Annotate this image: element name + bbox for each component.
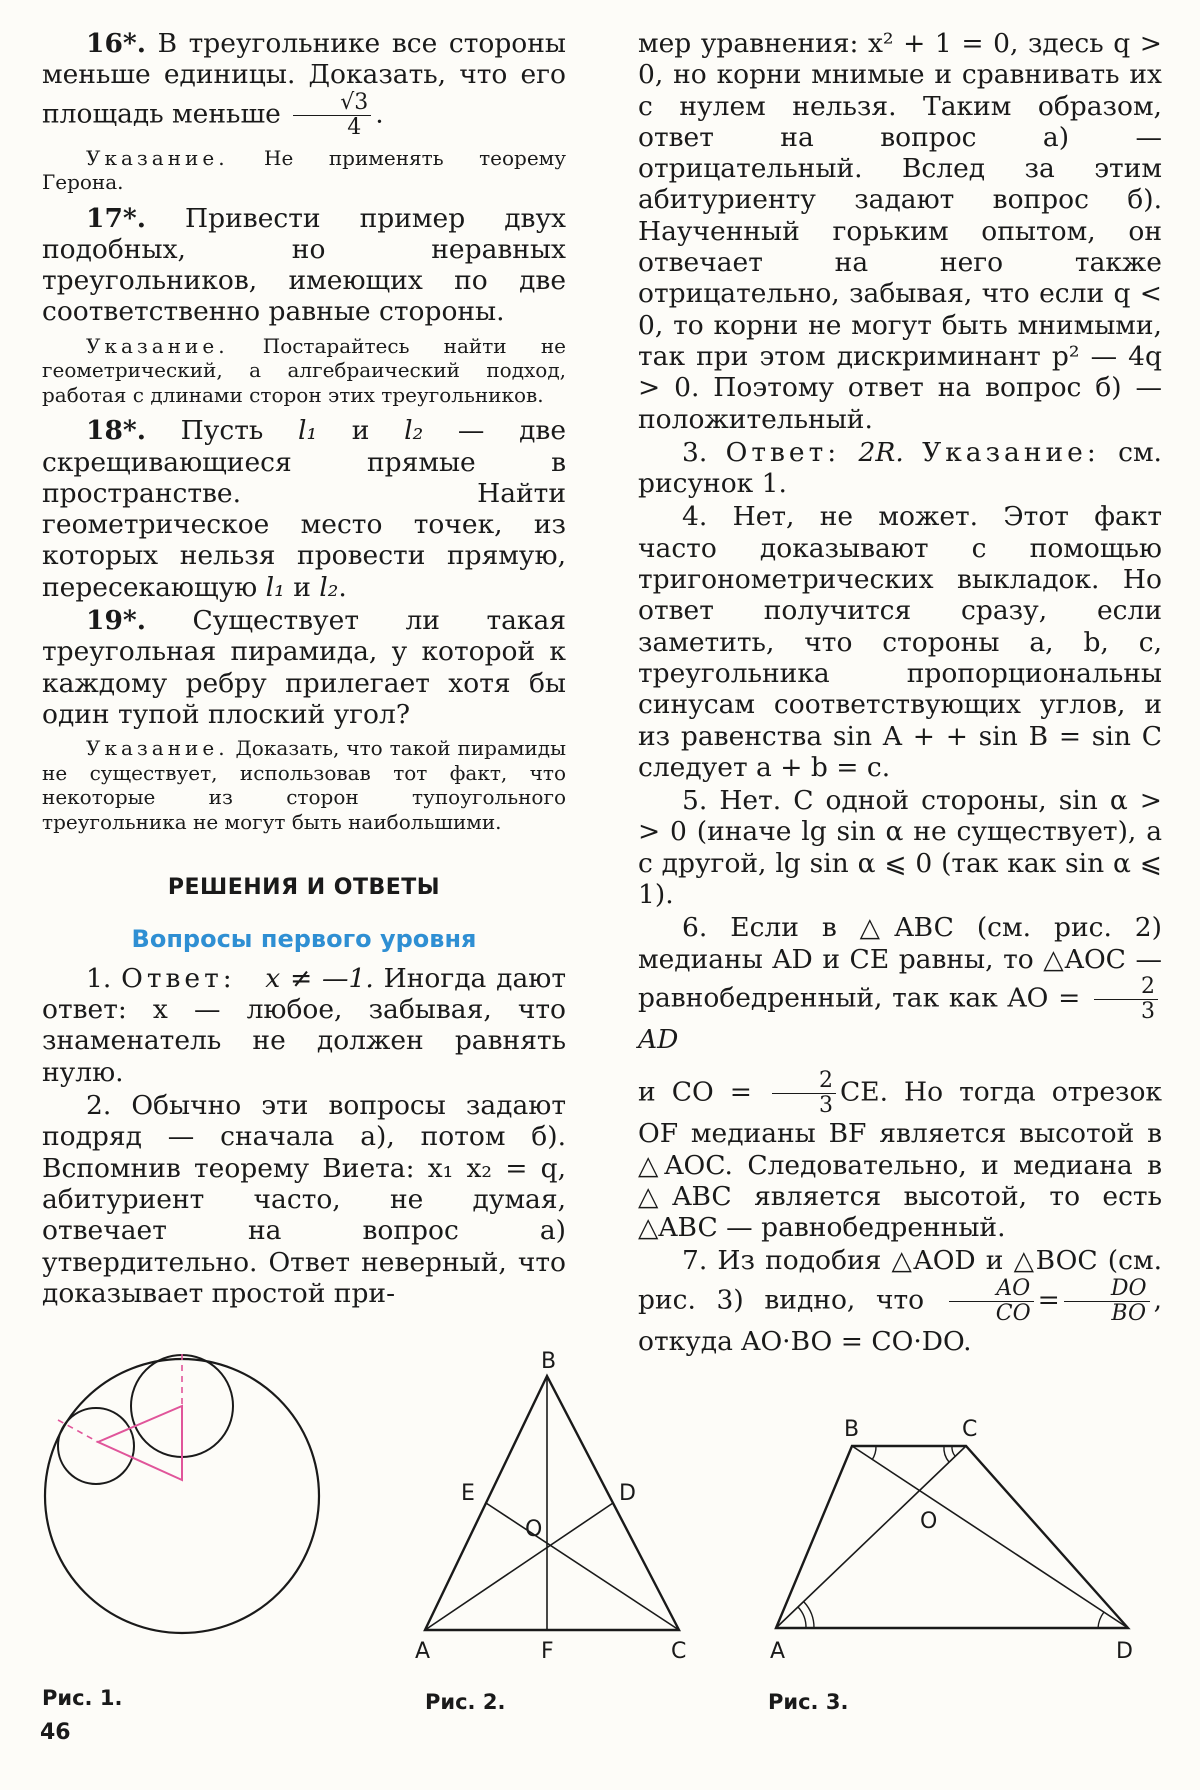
angle-arc-c: [944, 1446, 949, 1462]
fraction-do-bo: $\frac{DO}{BO}$: [1064, 1277, 1150, 1326]
problem-18: 18*. Пусть l₁ и l₂ — две скрещивающиеся прямые в пространстве. Найти геометрическое место точек, из которых нельзя провести прямую, пересекающую l₁ и l₂.: [42, 415, 566, 603]
answer-5: 5. Нет. С одной стороны, sin α > > 0 (иначе lg sin α не существует), а с другой, lg sin α ⩽ 0 (так как sin α ⩽ 1).: [638, 785, 1162, 911]
figure-1-circles: [40, 1350, 340, 1650]
label-b: B: [844, 1417, 860, 1442]
median-ce: [486, 1503, 679, 1630]
label-e: E: [461, 1481, 475, 1506]
figure-2-triangle: [395, 1340, 695, 1670]
problem-19: 19*. Существует ли такая треугольная пирамида, у которой к каждому ребру прилегает хотя бы один тупой плоский угол?: [42, 605, 566, 730]
hint-17: Указание. Постарайтесь найти не геометрический, а алгебраический подход, работая с длинами сторон этих треугольников.: [42, 333, 566, 407]
answer-6: 6. Если в △ABC (см. рис. 2) медианы AD и CE равны, то △AOC — равнобедренный, так как AO = $\frac{2}{3}$ AD и CO = $\frac{2}{3}$ CE. Но тогда отрезок OF медианы BF является высотой в △AOC. Следовательно, и медиана в △ABC является высотой, то есть △ABC — равнобедренный.: [638, 912, 1162, 1244]
hint-16: Указание. Не применять теорему Герона.: [42, 145, 566, 195]
answer-3: 3. Ответ: 2R. Указание: см. рисунок 1.: [638, 436, 1162, 500]
answer-2-continued: мер уравнения: x² + 1 = 0, здесь q > 0, но корни мнимые и сравнивать их с нулем нельзя. Таким образом, ответ на вопрос а) — отрицательный. Вслед за этим абитуриенту задают вопрос б). Наученный горьким опытом, он отвечает на него также отрицательно, забывая, что если q < 0, то корни не могут быть мнимыми, так при этом дискриминант p² — 4q > 0. Поэтому ответ на вопрос б) — положительный.: [638, 28, 1162, 435]
label-o: O: [525, 1517, 543, 1542]
problem-17: 17*. Привести пример двух подобных, но неравных треугольников, имеющих по две соответственно равные стороны.: [42, 202, 566, 328]
page-number: 46: [40, 1720, 71, 1745]
label-b: B: [541, 1349, 557, 1374]
section-title: РЕШЕНИЯ И ОТВЕТЫ: [167, 875, 441, 901]
label-f: F: [541, 1639, 554, 1664]
fraction-ao-co: $\frac{AO}{CO}$: [949, 1277, 1034, 1326]
label-a: A: [770, 1639, 786, 1664]
caption-fig-2: Рис. 2.: [425, 1690, 506, 1714]
label-c: C: [671, 1639, 687, 1664]
angle-arc-d: [1098, 1612, 1104, 1628]
problem-16: 16*. В треугольнике все стороны меньше единицы. Доказать, что его площадь меньше $\frac{√3}{4}$ .: [42, 28, 566, 140]
subtitle: Вопросы первого уровня: [131, 924, 477, 953]
right-column: [638, 28, 1162, 1359]
answer-7: 7. Из подобия △AOD и △BOC (см. рис. 3) видно, что $\frac{AO}{CO}$ = $\frac{DO}{BO}$ , откуда AO·BO = CO·DO.: [638, 1245, 1162, 1357]
figure-3-trapezoid: [760, 1400, 1160, 1670]
median-ad: [425, 1503, 613, 1630]
left-column: [42, 28, 566, 1311]
answer-2: 2. Обычно эти вопросы задают подряд — сначала а), потом б). Вспомнив теорему Виета: x₁ x₂ = q, абитуриент часто, не думая, отвечает на вопрос а) утвердительно. Ответ неверный, что доказывает простой при-: [42, 1090, 566, 1309]
small-circle: [58, 1408, 134, 1484]
label-a: A: [415, 1639, 431, 1664]
label-o: O: [920, 1509, 938, 1534]
caption-fig-3: Рис. 3.: [768, 1690, 849, 1714]
label-d: D: [1116, 1639, 1133, 1664]
trapezoid-abcd: [776, 1446, 1128, 1628]
angle-arc-a: [798, 1607, 806, 1628]
label-c: C: [962, 1417, 978, 1442]
pink-dashed-line-2: [58, 1420, 98, 1442]
fraction-two-thirds-2: $\frac{2}{3}$: [772, 1069, 836, 1118]
hint-19: Указание. Доказать, что такой пирамиды не существует, использовав тот факт, что некоторые из сторон тупоугольного треугольника не могут быть наибольшими.: [42, 736, 566, 834]
angle-arc-b: [872, 1446, 876, 1460]
fraction-two-thirds: $\frac{2}{3}$: [1094, 975, 1158, 1024]
answer-4: 4. Нет, не может. Этот факт часто доказывают с помощью тригонометрических выкладок. Но ответ получится сразу, если заметить, что стороны a, b, c, треугольника пропорциональны синусам соответствующих углов, и из равенства sin A + + sin B = sin C следует a + b = c.: [638, 501, 1162, 783]
caption-fig-1: Рис. 1.: [42, 1686, 123, 1710]
diagonal-ac: [776, 1446, 966, 1628]
label-d: D: [619, 1481, 636, 1506]
pink-triangle: [98, 1406, 182, 1480]
angle-arc-c2: [952, 1446, 955, 1456]
fraction-sqrt3-4: $\frac{√3}{4}$: [293, 91, 371, 140]
answer-1: 1. Ответ: x ≠ —1. Иногда дают ответ: x — любое, забывая, что знаменатель не должен равнять нулю.: [42, 962, 567, 1088]
